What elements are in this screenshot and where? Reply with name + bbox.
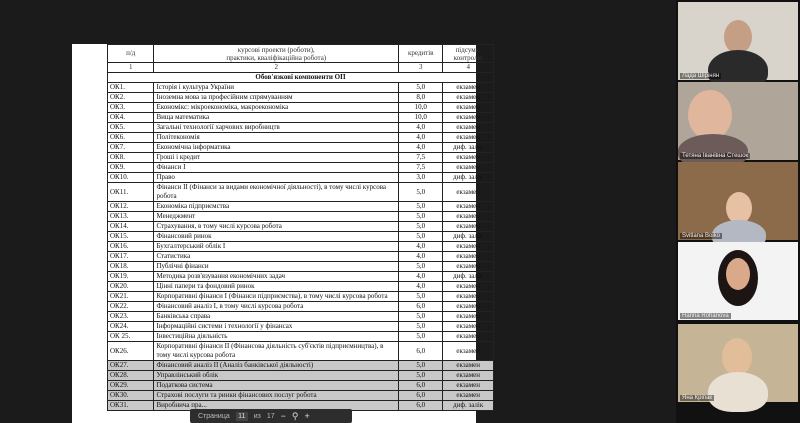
course-control: екзамен [443, 381, 494, 391]
course-control: диф. залік [443, 401, 494, 411]
table-row [108, 361, 494, 371]
course-code: ОК7. [108, 143, 154, 153]
course-code: ОК30. [108, 391, 154, 401]
table-row [108, 292, 494, 302]
participant-name: Svitlana Boiko [682, 233, 721, 239]
course-credits: 4,0 [399, 282, 443, 292]
course-control: екзамен [443, 262, 494, 272]
course-control: диф. залік [443, 272, 494, 282]
table-row [108, 133, 494, 143]
course-control: екзамен [443, 302, 494, 312]
plus-icon[interactable]: + [304, 411, 310, 421]
course-name: Економічна інформатика [154, 143, 399, 153]
course-control: екзамен [443, 282, 494, 292]
course-code: ОК26. [108, 342, 154, 361]
table-row [108, 103, 494, 113]
course-control: диф. залік [443, 173, 494, 183]
course-code: ОК18. [108, 262, 154, 272]
course-code: ОК2. [108, 93, 154, 103]
course-credits: 5,0 [399, 292, 443, 302]
course-credits: 5,0 [399, 322, 443, 332]
course-credits: 10,0 [399, 113, 443, 123]
course-credits: 4,0 [399, 272, 443, 282]
course-code: ОК4. [108, 113, 154, 123]
minus-icon[interactable]: − [280, 411, 286, 421]
table-row [108, 242, 494, 252]
course-control: екзамен [443, 113, 494, 123]
numbering-row [108, 63, 494, 73]
course-control: екзамен [443, 252, 494, 262]
course-credits: 7,5 [399, 163, 443, 173]
course-control: екзамен [443, 342, 494, 361]
table-row [108, 222, 494, 232]
course-code: ОК19. [108, 272, 154, 282]
course-code: ОК27. [108, 361, 154, 371]
table-row [108, 342, 494, 361]
page-total: 17 [266, 412, 275, 420]
participants-panel [676, 0, 800, 423]
course-code: ОК20. [108, 282, 154, 292]
table-row [108, 143, 494, 153]
table-row [108, 123, 494, 133]
course-credits: 5,0 [399, 222, 443, 232]
course-credits: 4,0 [399, 252, 443, 262]
course-credits: 5,0 [399, 332, 443, 342]
course-code: ОК14. [108, 222, 154, 232]
course-code: ОК24. [108, 322, 154, 332]
participant-name: Hanna Rohanova [682, 313, 729, 319]
table-row [108, 113, 494, 123]
course-name: Право [154, 173, 399, 183]
course-credits: 6,0 [399, 302, 443, 312]
header-col-control: підсумк. контролю [443, 45, 494, 63]
course-control: екзамен [443, 361, 494, 371]
pdf-toolbar [190, 409, 352, 423]
course-name: Корпоративні фінанси І (Фінанси підприємства), в тому числі курсова робота [154, 292, 399, 302]
course-name: Економіка підприємства [154, 202, 399, 212]
course-name: Виробнича пра... [154, 401, 399, 411]
course-name: Загальні технології харчових виробництв [154, 123, 399, 133]
course-control: екзамен [443, 332, 494, 342]
course-credits: 5,0 [399, 262, 443, 272]
course-credits: 10,0 [399, 103, 443, 113]
course-code: ОК6. [108, 133, 154, 143]
table-row [108, 83, 494, 93]
numbering-cell: 4 [443, 63, 494, 73]
course-code: ОК13. [108, 212, 154, 222]
course-credits: 6,0 [399, 381, 443, 391]
participant-tile[interactable] [678, 242, 798, 320]
course-code: ОК15. [108, 232, 154, 242]
course-control: екзамен [443, 391, 494, 401]
course-code: ОК5. [108, 123, 154, 133]
course-code: ОК23. [108, 312, 154, 322]
course-name: Управлінський облік [154, 371, 399, 381]
course-credits: 5,0 [399, 232, 443, 242]
participant-name: Яна Кріпак [682, 395, 713, 401]
table-header-row [108, 45, 494, 63]
course-code: ОК21. [108, 292, 154, 302]
course-code: ОК1. [108, 83, 154, 93]
participant-tile[interactable] [678, 82, 798, 160]
participant-name: Тетяна Іванівна Стешок [682, 153, 749, 159]
table-row [108, 262, 494, 272]
course-credits: 5,0 [399, 202, 443, 212]
course-credits: 5,0 [399, 312, 443, 322]
table-row [108, 322, 494, 332]
course-code: ОК 25. [108, 332, 154, 342]
participant-tile[interactable] [678, 324, 798, 402]
course-credits: 6,0 [399, 342, 443, 361]
course-name: Фінансовий аналіз ІІ (Аналіз банківської діяльності) [154, 361, 399, 371]
course-control: екзамен [443, 103, 494, 113]
course-credits: 4,0 [399, 143, 443, 153]
course-control: екзамен [443, 322, 494, 332]
course-name: Фінанси І [154, 163, 399, 173]
course-credits: 8,0 [399, 93, 443, 103]
course-control: екзамен [443, 153, 494, 163]
participant-tile[interactable] [678, 162, 798, 240]
course-control: екзамен [443, 222, 494, 232]
course-credits: 7,5 [399, 153, 443, 163]
course-control: екзамен [443, 371, 494, 381]
course-credits: 6,0 [399, 401, 443, 411]
course-control: екзамен [443, 202, 494, 212]
participant-video [688, 90, 732, 140]
table-row [108, 173, 494, 183]
course-name: Публічні фінанси [154, 262, 399, 272]
table-row [108, 381, 494, 391]
course-name: Менеджмент [154, 212, 399, 222]
course-name: Фінансовий аналіз І, в тому числі курсова робота [154, 302, 399, 312]
course-code: ОК29. [108, 381, 154, 391]
participant-tile[interactable] [678, 2, 798, 80]
course-name: Історія і культура України [154, 83, 399, 93]
course-control: екзамен [443, 133, 494, 143]
pdf-page [72, 44, 484, 423]
table-row [108, 272, 494, 282]
table-row [108, 302, 494, 312]
course-name: Банківська справа [154, 312, 399, 322]
participant-name: Лада Шірінян [682, 73, 720, 79]
course-name: Політекономія [154, 133, 399, 143]
course-credits: 3,0 [399, 173, 443, 183]
course-credits: 5,0 [399, 183, 443, 202]
course-name: Корпоративні фінанси ІІ (Фінансова діяльність суб'єктів підприємництва), в тому числі курсова робота [154, 342, 399, 361]
course-control: екзамен [443, 123, 494, 133]
magnifier-icon[interactable]: ⚲ [291, 410, 299, 421]
course-name: Страхові послуги та ринки фінансових послуг робота [154, 391, 399, 401]
table-row [108, 391, 494, 401]
table-row [108, 252, 494, 262]
header-col-name: курсові проекти (роботи), практики, кваліфікаційна робота) [154, 45, 399, 63]
course-control: диф. залік [443, 232, 494, 242]
course-code: ОК17. [108, 252, 154, 262]
page-label: Страница [198, 412, 230, 420]
course-name: Страхування, в тому числі курсова робота [154, 222, 399, 232]
header-col-credits: кредитів [399, 45, 443, 63]
course-credits: 6,0 [399, 391, 443, 401]
course-control: екзамен [443, 83, 494, 93]
page-of-label: из [253, 412, 261, 420]
numbering-cell: 2 [154, 63, 399, 73]
numbering-cell: 3 [399, 63, 443, 73]
course-credits: 4,0 [399, 133, 443, 143]
course-credits: 5,0 [399, 212, 443, 222]
course-control: екзамен [443, 292, 494, 302]
course-code: ОК8. [108, 153, 154, 163]
course-name: Податкова система [154, 381, 399, 391]
course-code: ОК22. [108, 302, 154, 312]
course-name: Бухгалтерський облік І [154, 242, 399, 252]
course-code: ОК9. [108, 163, 154, 173]
course-name: Вища математика [154, 113, 399, 123]
table-row [108, 163, 494, 173]
course-code: ОК16. [108, 242, 154, 252]
course-name: Методика розв'язування економічних задач [154, 272, 399, 282]
table-row [108, 371, 494, 381]
course-name: Статистика [154, 252, 399, 262]
course-control: екзамен [443, 93, 494, 103]
course-name: Інформаційні системи і технології у фінансах [154, 322, 399, 332]
table-row [108, 212, 494, 222]
course-name: Фінансовий ринок [154, 232, 399, 242]
table-row [108, 153, 494, 163]
table-row [108, 232, 494, 242]
table-row [108, 183, 494, 202]
table-row [108, 332, 494, 342]
course-credits: 5,0 [399, 361, 443, 371]
participant-video [722, 338, 752, 376]
table-row [108, 93, 494, 103]
table-row [108, 312, 494, 322]
course-name: Гроші і кредит [154, 153, 399, 163]
course-name: Фінанси ІІ (Фінанси за видами економічної діяльності), в тому числі курсова робота [154, 183, 399, 202]
section-title-row [108, 73, 494, 83]
course-name: Економікс: мікроекономіка, макроекономіка [154, 103, 399, 113]
course-code: ОК3. [108, 103, 154, 113]
course-name: Інвестиційна діяльність [154, 332, 399, 342]
course-code: ОК28. [108, 371, 154, 381]
table-row [108, 202, 494, 212]
course-name: Цінні папери та фондовий ринок [154, 282, 399, 292]
curriculum-table [107, 44, 494, 411]
course-code: ОК11. [108, 183, 154, 202]
course-credits: 4,0 [399, 123, 443, 133]
course-control: екзамен [443, 242, 494, 252]
table-row [108, 282, 494, 292]
participant-video [724, 20, 752, 54]
course-control: екзамен [443, 312, 494, 322]
numbering-cell: 1 [108, 63, 154, 73]
page-number-input[interactable]: 11 [236, 412, 248, 421]
course-control: екзамен [443, 212, 494, 222]
course-credits: 5,0 [399, 83, 443, 93]
course-control: екзамен [443, 183, 494, 202]
course-credits: 5,0 [399, 371, 443, 381]
course-name: Іноземна мова за професійним спрямуванням [154, 93, 399, 103]
course-code: ОК10. [108, 173, 154, 183]
header-col-number: п/д [108, 45, 154, 63]
course-credits: 4,0 [399, 242, 443, 252]
section-title: Обов'язкові компоненти ОП [108, 73, 494, 83]
course-code: ОК31. [108, 401, 154, 411]
course-control: екзамен [443, 163, 494, 173]
course-control: диф. залік [443, 143, 494, 153]
course-code: ОК12. [108, 202, 154, 212]
